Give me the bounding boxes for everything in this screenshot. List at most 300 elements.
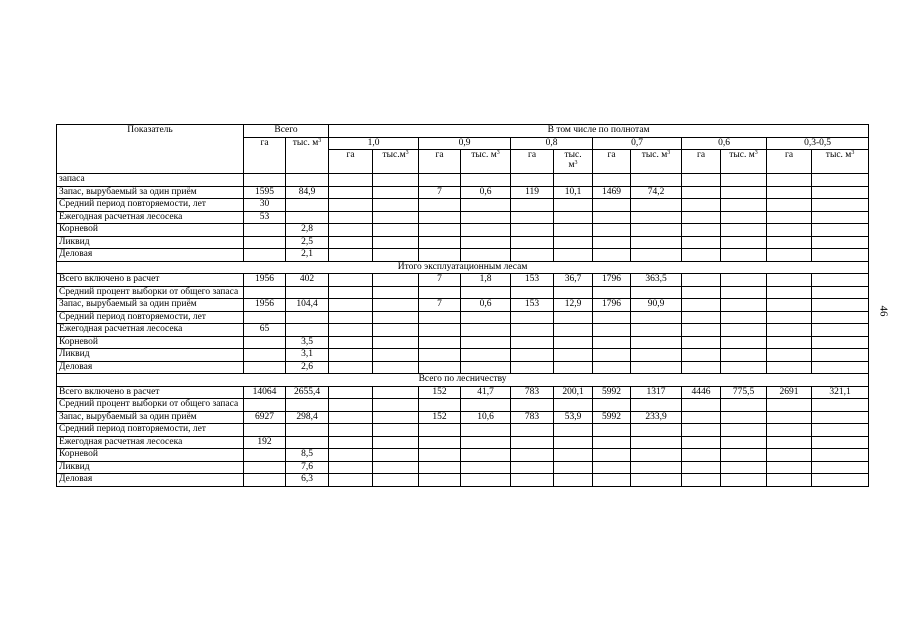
header-unit-ha: га [511,150,554,174]
table-cell [461,211,511,224]
table-row [57,174,869,187]
table-cell [373,324,419,337]
page-number: 46 [877,305,890,317]
table-header [57,125,869,174]
table-cell [511,224,554,237]
table-cell [721,349,767,362]
table-cell [373,461,419,474]
table-cell: 3,1 [286,349,329,362]
table-cell [329,286,373,299]
table-cell [244,424,286,437]
table-cell [721,286,767,299]
table-cell [682,311,721,324]
table-cell [329,399,373,412]
table-cell: 402 [286,274,329,287]
table-cell [812,311,869,324]
table-cell [373,249,419,262]
table-cell: 7 [419,274,461,287]
table-cell [511,311,554,324]
table-cell [511,449,554,462]
table-cell [682,274,721,287]
table-cell [373,424,419,437]
table-cell: 53,9 [554,411,593,424]
header-total-ha: га [244,137,286,174]
table-cell: 14064 [244,386,286,399]
table-cell [511,436,554,449]
table-cell [682,249,721,262]
table-cell [682,349,721,362]
table-cell [812,361,869,374]
table-cell: 1469 [593,186,631,199]
table-cell [767,461,812,474]
table-cell: 363,5 [631,274,682,287]
table-cell [419,174,461,187]
header-density-5: 0,6 [682,137,767,150]
table-cell: 2,5 [286,236,329,249]
table-cell [244,361,286,374]
table-cell [721,249,767,262]
table-cell [329,236,373,249]
table-cell: 30 [244,199,286,212]
table-cell [767,311,812,324]
table-cell [286,324,329,337]
table-row [57,399,869,412]
table-cell [419,249,461,262]
table-cell [373,361,419,374]
table-cell [554,349,593,362]
table-cell [812,199,869,212]
table-cell [373,399,419,412]
table-cell [631,461,682,474]
table-cell [593,249,631,262]
header-unit-ths: $тыс.м^3$ [373,150,419,174]
table-cell [721,324,767,337]
table-cell [721,361,767,374]
table-cell [419,474,461,487]
table-cell [511,336,554,349]
table-row [57,324,869,337]
table-cell: 104,4 [286,299,329,312]
table-cell [812,249,869,262]
table-cell: 1796 [593,274,631,287]
table-cell [631,224,682,237]
table-row [57,424,869,437]
table-cell [511,249,554,262]
table-cell [419,399,461,412]
table-cell: 5992 [593,411,631,424]
table-cell [373,349,419,362]
table-cell [286,311,329,324]
row-label: Корневой [57,336,244,349]
table-cell [767,199,812,212]
table-cell: 6,3 [286,474,329,487]
table-row [57,186,869,199]
row-label: Ежегодная расчетная лесосека [57,211,244,224]
table-cell [329,174,373,187]
table-cell: 152 [419,411,461,424]
table-cell [682,474,721,487]
table-cell: 0,6 [461,186,511,199]
table-cell [419,424,461,437]
row-label: Деловая [57,361,244,374]
table-row [57,249,869,262]
table-cell [329,249,373,262]
table-cell: 7,6 [286,461,329,474]
table-row [57,236,869,249]
table-cell: 1,8 [461,274,511,287]
row-label: Средний период повторяемости, лет [57,424,244,437]
table-cell [593,336,631,349]
header-unit-ths: тыс. $м^3$ [721,150,767,174]
table-cell [593,211,631,224]
table-cell [461,474,511,487]
table-cell [721,236,767,249]
table-cell [286,436,329,449]
header-unit-ha: га [593,150,631,174]
table-cell [329,461,373,474]
table-cell [461,449,511,462]
table-row [57,449,869,462]
table-cell: 65 [244,324,286,337]
table-cell: 41,7 [461,386,511,399]
table-cell [682,411,721,424]
header-density-6: 0,3-0,5 [767,137,869,150]
table-cell [631,361,682,374]
table-cell [329,224,373,237]
table-cell [682,436,721,449]
table-cell [767,236,812,249]
table-cell [419,286,461,299]
table-cell [511,199,554,212]
table-cell [244,449,286,462]
table-cell [419,336,461,349]
table-cell: 36,7 [554,274,593,287]
table-cell [373,311,419,324]
table-cell [631,336,682,349]
table-cell [554,249,593,262]
table-cell [593,311,631,324]
table-cell [554,461,593,474]
header-unit-ha: га [329,150,373,174]
table-cell [554,286,593,299]
header-indicator: Показатель [57,125,244,174]
header-unit-ths: тыс. $м^3$ [631,150,682,174]
table-cell [373,186,419,199]
table-cell [812,349,869,362]
table-cell [244,174,286,187]
header-total-ths: тыс. $м^3$ [286,137,329,174]
table-cell [329,211,373,224]
table-cell [373,336,419,349]
table-cell [419,349,461,362]
table-cell [812,474,869,487]
table-cell [554,211,593,224]
table-row [57,274,869,287]
table-cell: 200,1 [554,386,593,399]
table-cell [767,174,812,187]
table-cell [461,286,511,299]
table-cell [511,474,554,487]
table-cell [721,274,767,287]
table-cell [286,174,329,187]
row-label: Ежегодная расчетная лесосека [57,324,244,337]
table-cell [511,286,554,299]
table-cell [631,199,682,212]
table-cell: 7 [419,299,461,312]
table-row [57,386,869,399]
table-cell: 1956 [244,274,286,287]
row-label: Средний период повторяемости, лет [57,199,244,212]
table-cell [593,474,631,487]
table-cell: 1956 [244,299,286,312]
table-cell [812,274,869,287]
table-cell [767,336,812,349]
table-cell [721,436,767,449]
header-unit-ha: га [419,150,461,174]
table-cell [682,449,721,462]
table-cell: 153 [511,274,554,287]
table-cell [812,174,869,187]
table-cell [286,199,329,212]
header-density-1: 1,0 [329,137,419,150]
row-label: Корневой [57,224,244,237]
table-cell [682,211,721,224]
table-cell: 775,5 [721,386,767,399]
table-cell [511,424,554,437]
table-cell [767,249,812,262]
table-cell [419,436,461,449]
table-cell [631,249,682,262]
table-cell [812,211,869,224]
table-cell [721,311,767,324]
table-cell [461,324,511,337]
table-cell [244,336,286,349]
table-cell [419,311,461,324]
table-cell [767,449,812,462]
table-cell [244,461,286,474]
row-label: Деловая [57,474,244,487]
table-cell [767,424,812,437]
table-cell [721,449,767,462]
row-label: Всего включено в расчет [57,274,244,287]
table-cell [373,274,419,287]
table-cell [767,211,812,224]
table-cell [244,399,286,412]
table-cell [419,361,461,374]
row-label: Всего включено в расчет [57,386,244,399]
table-cell [329,361,373,374]
table-cell [631,399,682,412]
table-cell: 2,6 [286,361,329,374]
table-cell [812,411,869,424]
table-cell: 8,5 [286,449,329,462]
table-cell [373,436,419,449]
table-cell [419,199,461,212]
table-row [57,199,869,212]
header-unit-ha: га [767,150,812,174]
table-cell: 298,4 [286,411,329,424]
table-cell [373,411,419,424]
table-cell [511,361,554,374]
table-cell [631,349,682,362]
row-label: Ликвид [57,236,244,249]
table-cell [682,336,721,349]
table-cell [373,449,419,462]
table-cell [373,211,419,224]
table-cell [373,286,419,299]
table-cell [721,211,767,224]
table-cell [682,461,721,474]
table-cell [767,286,812,299]
header-unit-ths: тыс. $м^3$ [812,150,869,174]
table-cell [767,436,812,449]
row-label: Запас, вырубаемый за один приём [57,411,244,424]
table-cell [682,199,721,212]
table-row [57,411,869,424]
table-row [57,461,869,474]
header-by-density: В том числе по полнотам [329,125,869,138]
table-cell [631,211,682,224]
header-density-4: 0,7 [593,137,682,150]
table-cell: 783 [511,411,554,424]
row-label: Запас, вырубаемый за один приём [57,186,244,199]
table-cell: 2,1 [286,249,329,262]
table-cell [593,461,631,474]
table-row [57,211,869,224]
table-cell [329,349,373,362]
header-unit-ha: га [682,150,721,174]
table-cell [767,349,812,362]
table-cell [631,311,682,324]
table-cell [329,424,373,437]
table-cell [511,211,554,224]
table-cell: 90,9 [631,299,682,312]
table-cell [419,224,461,237]
table-row [57,311,869,324]
table-cell [812,286,869,299]
table-cell: 5992 [593,386,631,399]
row-label: Запас, вырубаемый за один приём [57,299,244,312]
table-cell [373,199,419,212]
table-cell [461,361,511,374]
table-cell: 10,1 [554,186,593,199]
table-cell [631,436,682,449]
table-cell [593,424,631,437]
row-label: Средний процент выборки от общего запаса [57,399,244,412]
table-cell [554,224,593,237]
table-cell [461,436,511,449]
table-cell [721,411,767,424]
table-cell [244,249,286,262]
table-cell [329,386,373,399]
table-row [57,336,869,349]
table-cell: 74,2 [631,186,682,199]
table-cell [373,386,419,399]
table-cell [812,299,869,312]
table-cell [461,199,511,212]
table-cell [812,336,869,349]
table-cell [721,336,767,349]
table-cell: 1317 [631,386,682,399]
table-cell [554,236,593,249]
table-cell [554,336,593,349]
table-cell [812,224,869,237]
table-cell: 3,5 [286,336,329,349]
table-cell [631,474,682,487]
table-body [57,174,869,487]
table-cell [419,211,461,224]
table-cell [593,286,631,299]
table-cell [682,324,721,337]
table-cell [461,461,511,474]
table-cell [721,461,767,474]
table-cell [554,361,593,374]
table-cell [767,274,812,287]
forest-table [56,124,869,487]
table-cell [419,461,461,474]
table-cell [721,399,767,412]
row-label: Деловая [57,249,244,262]
table-cell [767,411,812,424]
table-cell [329,324,373,337]
row-label: Средний процент выборки от общего запаса [57,286,244,299]
table-cell: 4446 [682,386,721,399]
table-cell [461,311,511,324]
table-cell [286,424,329,437]
table-cell [511,349,554,362]
table-cell [721,299,767,312]
table-cell [461,336,511,349]
table-cell [812,424,869,437]
row-label: Ежегодная расчетная лесосека [57,436,244,449]
table-cell [329,299,373,312]
table-cell: 153 [511,299,554,312]
table-cell [329,449,373,462]
table-cell: 12,9 [554,299,593,312]
table-cell: 2655,4 [286,386,329,399]
table-cell [593,399,631,412]
table-cell: 119 [511,186,554,199]
table-cell [554,324,593,337]
table-cell [461,174,511,187]
table-cell [373,224,419,237]
table-cell [812,236,869,249]
table-cell: 2691 [767,386,812,399]
table-cell [286,286,329,299]
table-row [57,361,869,374]
table-cell [554,449,593,462]
table-cell [682,186,721,199]
table-cell: 2,8 [286,224,329,237]
table-cell [593,449,631,462]
table-cell: 53 [244,211,286,224]
table-cell [244,349,286,362]
table-cell [373,299,419,312]
row-label: Ликвид [57,349,244,362]
table-cell: 783 [511,386,554,399]
table-cell [767,224,812,237]
table-cell [767,324,812,337]
table-cell [631,286,682,299]
table-cell [593,436,631,449]
table-cell [419,236,461,249]
table-cell [812,399,869,412]
table-cell [721,424,767,437]
table-cell: 6927 [244,411,286,424]
table-cell [554,174,593,187]
table-cell [721,224,767,237]
table-cell [329,186,373,199]
